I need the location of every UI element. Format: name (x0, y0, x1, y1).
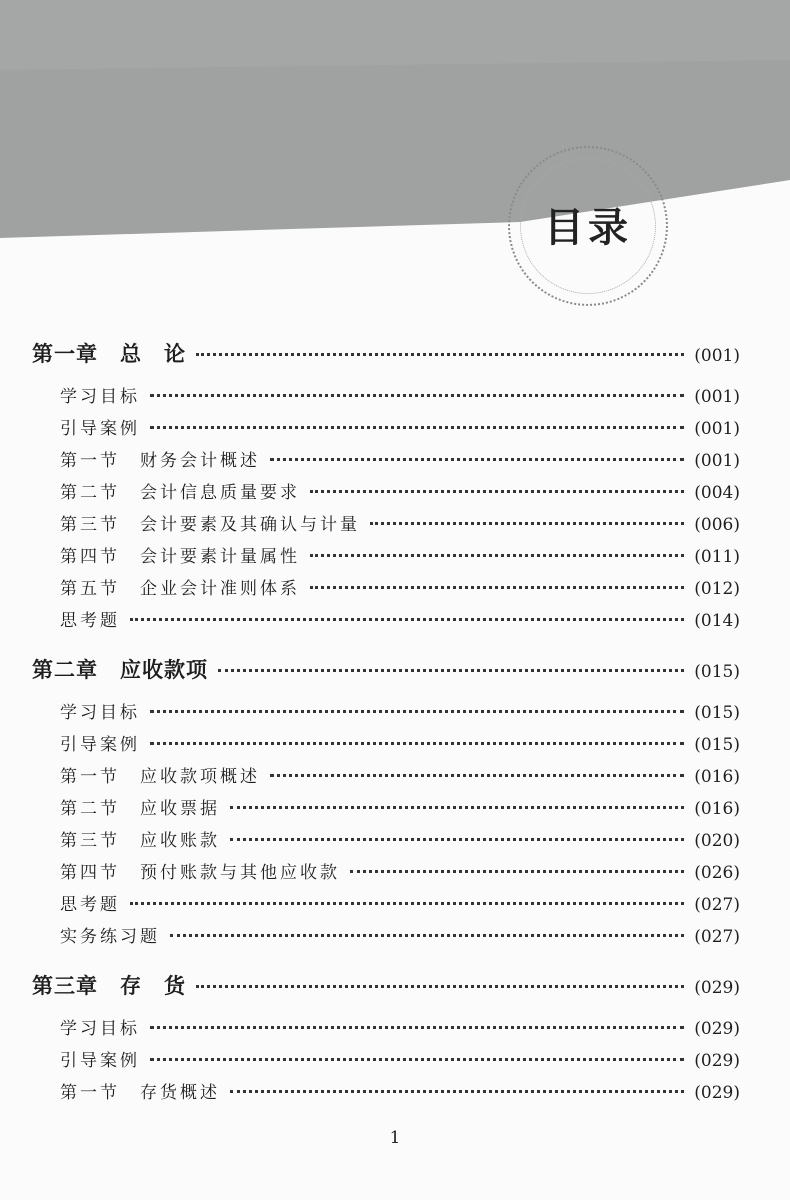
toc-label: 学习目标 (60, 1019, 140, 1039)
toc-label: 第二节 会计信息质量要求 (60, 483, 300, 503)
toc-entry-row[interactable] (32, 858, 740, 890)
toc-label: 第四节 会计要素计量属性 (60, 547, 300, 567)
toc-label: 引导案例 (60, 419, 140, 439)
toc-label: 实务练习题 (60, 927, 160, 947)
toc-label: 第四节 预付账款与其他应收款 (60, 863, 340, 883)
toc-entry-row[interactable] (32, 698, 740, 730)
toc-label: 第一章 总 论 (32, 342, 186, 366)
toc-label: 第一节 应收款项概述 (60, 767, 260, 787)
toc-label: 学习目标 (60, 387, 140, 407)
toc-page-number: (015) (694, 662, 740, 682)
dot-leader (196, 985, 684, 988)
toc-page-number: (027) (694, 927, 740, 947)
toc-entry-row[interactable] (32, 1046, 740, 1078)
toc-chapter-row[interactable] (32, 644, 740, 692)
dot-leader (150, 1026, 684, 1029)
toc-page-number: (016) (694, 799, 740, 819)
table-of-contents (32, 336, 740, 1110)
dot-leader (370, 522, 684, 525)
toc-page-number: (012) (694, 579, 740, 599)
toc-label: 第五节 企业会计准则体系 (60, 579, 300, 599)
toc-page-number: (015) (694, 703, 740, 723)
dot-leader (196, 353, 684, 356)
dot-leader (150, 426, 684, 429)
toc-page-number: (015) (694, 735, 740, 755)
toc-entry-row[interactable] (32, 510, 740, 542)
header-gray-band (0, 0, 790, 320)
toc-entry-row[interactable] (32, 414, 740, 446)
dot-leader (310, 554, 684, 557)
dot-leader (150, 742, 684, 745)
toc-entry-row[interactable] (32, 730, 740, 762)
dot-leader (130, 618, 684, 621)
dot-leader (270, 458, 684, 461)
toc-entry-row[interactable] (32, 762, 740, 794)
toc-chapter-row[interactable] (32, 960, 740, 1008)
toc-label: 思考题 (60, 895, 120, 915)
toc-entry-row[interactable] (32, 794, 740, 826)
toc-entry-row[interactable] (32, 922, 740, 954)
toc-label: 第二节 应收票据 (60, 799, 220, 819)
toc-entry-row[interactable] (32, 478, 740, 510)
toc-label: 第三节 应收账款 (60, 831, 220, 851)
toc-entry-row[interactable] (32, 606, 740, 638)
toc-entry-row[interactable] (32, 1078, 740, 1110)
toc-page-number: (011) (694, 547, 740, 567)
toc-entry-row[interactable] (32, 382, 740, 414)
toc-label: 第二章 应收款项 (32, 658, 208, 682)
dot-leader (230, 1090, 684, 1093)
toc-page-number: (001) (694, 387, 740, 407)
dot-leader (310, 490, 684, 493)
dot-leader (150, 710, 684, 713)
dot-leader (170, 934, 684, 937)
toc-page-number: (020) (694, 831, 740, 851)
dot-leader (350, 870, 684, 873)
page-title: 目录 (544, 205, 632, 251)
toc-label: 第一节 财务会计概述 (60, 451, 260, 471)
toc-label: 引导案例 (60, 735, 140, 755)
toc-label: 思考题 (60, 611, 120, 631)
dot-leader (310, 586, 684, 589)
toc-entry-row[interactable] (32, 446, 740, 478)
toc-entry-row[interactable] (32, 826, 740, 858)
toc-page-number: (001) (694, 346, 740, 366)
dot-leader (218, 669, 684, 672)
toc-page-number: (029) (694, 1019, 740, 1039)
toc-page-number: (004) (694, 483, 740, 503)
dot-leader (150, 1058, 684, 1061)
dot-leader (270, 774, 684, 777)
dot-leader (230, 838, 684, 841)
toc-page-number: (016) (694, 767, 740, 787)
toc-label: 第三章 存 货 (32, 974, 186, 998)
toc-page-number: (006) (694, 515, 740, 535)
toc-page-number: (026) (694, 863, 740, 883)
toc-page-number: (001) (694, 419, 740, 439)
toc-page-number: (029) (694, 1083, 740, 1103)
dot-leader (150, 394, 684, 397)
toc-label: 学习目标 (60, 703, 140, 723)
toc-page-number: (014) (694, 611, 740, 631)
toc-page-number: (029) (694, 1051, 740, 1071)
page-number: 1 (389, 1128, 401, 1148)
toc-entry-row[interactable] (32, 890, 740, 922)
toc-page-number: (027) (694, 895, 740, 915)
toc-entry-row[interactable] (32, 574, 740, 606)
dot-leader (230, 806, 684, 809)
dot-leader (130, 902, 684, 905)
toc-label: 引导案例 (60, 1051, 140, 1071)
toc-label: 第三节 会计要素及其确认与计量 (60, 515, 360, 535)
toc-entry-row[interactable] (32, 542, 740, 574)
toc-entry-row[interactable] (32, 1014, 740, 1046)
toc-chapter-row[interactable] (32, 336, 740, 376)
toc-page-number: (001) (694, 451, 740, 471)
toc-label: 第一节 存货概述 (60, 1083, 220, 1103)
toc-page-number: (029) (694, 978, 740, 998)
